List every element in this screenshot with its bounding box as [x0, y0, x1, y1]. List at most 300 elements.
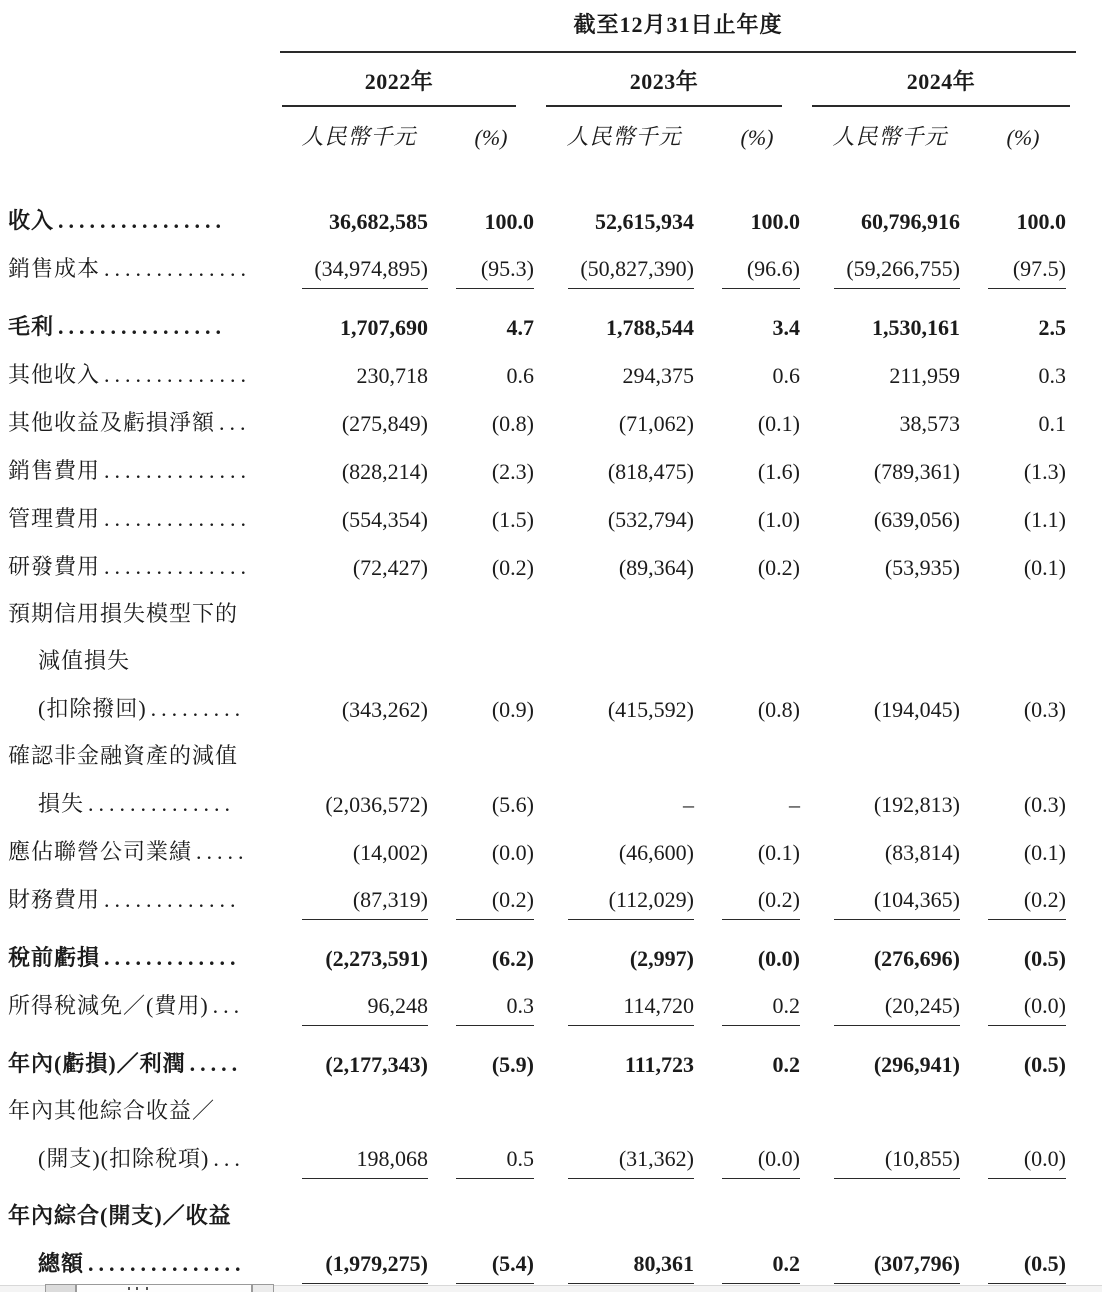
cell-value-text: 0.2	[722, 993, 800, 1026]
cell-amount	[280, 507, 438, 539]
row-label-text: 應佔聯營公司業績	[8, 839, 193, 864]
cell-value-text: (0.8)	[757, 697, 800, 722]
cell-value-text: (343,262)	[341, 697, 428, 722]
row-label	[8, 358, 280, 395]
row-label	[8, 692, 280, 729]
cell-amount	[544, 459, 704, 491]
dot-leader: .............	[104, 945, 241, 970]
dot-leader: .....	[189, 1051, 243, 1076]
dot-leader: ..............	[104, 362, 252, 387]
row-label-text: 研發費用	[8, 554, 101, 579]
dot-leader: ................	[58, 314, 227, 339]
cell-value-text: (2,273,591)	[325, 946, 428, 971]
cell-value-text: (0.3)	[1023, 697, 1066, 722]
cell-percent	[970, 256, 1076, 289]
row-label	[8, 406, 280, 443]
cell-percent	[970, 840, 1076, 872]
cell-amount	[544, 363, 704, 395]
row-label	[8, 1142, 280, 1179]
cell-value-text: 36,682,585	[329, 209, 428, 234]
row-label	[8, 883, 280, 920]
cell-amount	[280, 315, 438, 347]
row-label	[8, 644, 280, 681]
row-label-text: 毛利	[8, 314, 55, 339]
row-label	[8, 787, 280, 824]
cell-value-text: (639,056)	[873, 507, 960, 532]
cell-value-text: (192,813)	[873, 792, 960, 817]
cell-value-text: (1,979,275)	[302, 1251, 428, 1284]
cell-value-text: (0.0)	[988, 993, 1066, 1026]
cell-value-text: (0.2)	[757, 555, 800, 580]
cell-value-text: (307,796)	[834, 1251, 960, 1284]
row-label-text: 銷售費用	[8, 458, 101, 483]
cell-amount	[810, 209, 970, 241]
cell-percent	[704, 946, 810, 978]
cell-value-text: 4.7	[506, 315, 534, 340]
cell-value-text: (1.1)	[1023, 507, 1066, 532]
cell-percent	[704, 1052, 810, 1084]
cell-value-text: (0.2)	[988, 887, 1066, 920]
cell-amount	[810, 887, 970, 920]
cell-amount	[810, 1146, 970, 1179]
cell-value-text: (275,849)	[341, 411, 428, 436]
cell-value-text: (554,354)	[341, 507, 428, 532]
cell-value-text: (296,941)	[873, 1052, 960, 1077]
table-row-non-financial-asset-impairment	[8, 776, 1102, 824]
cell-value-text: (789,361)	[873, 459, 960, 484]
dot-leader: ...............	[88, 1251, 246, 1276]
cell-value-text: (0.8)	[491, 411, 534, 436]
cell-amount	[810, 1052, 970, 1084]
cell-value-text: (5.9)	[491, 1052, 534, 1077]
row-label	[8, 252, 280, 289]
cell-value-text: (0.9)	[491, 697, 534, 722]
cell-value-text: (2,997)	[629, 946, 694, 971]
cell-value-text: 100.0	[750, 209, 800, 234]
percent-label: (%)	[740, 125, 774, 150]
cell-value-text: (415,592)	[607, 697, 694, 722]
row-label-text: 所得稅減免／(費用)	[8, 993, 209, 1018]
cell-amount	[810, 459, 970, 491]
cell-value-text: (59,266,755)	[834, 256, 960, 289]
cell-percent	[970, 697, 1076, 729]
cell-percent	[970, 507, 1076, 539]
cell-value-text: (0.2)	[491, 555, 534, 580]
table-row-total-comprehensive	[8, 1236, 1102, 1284]
cell-percent	[970, 1146, 1076, 1179]
cell-value-text: (71,062)	[618, 411, 694, 436]
cell-value-text: (89,364)	[618, 555, 694, 580]
cell-value-text: 0.2	[722, 1251, 800, 1284]
table-row-selling-expenses	[8, 443, 1102, 491]
cell-value-text: (5.6)	[491, 792, 534, 817]
cell-percent	[970, 887, 1076, 920]
row-label-text: 財務費用	[8, 887, 101, 912]
dot-leader: ...	[212, 993, 245, 1018]
cell-value-text: (276,696)	[873, 946, 960, 971]
table-row-ecl-impairment	[8, 681, 1102, 729]
cell-value-text: (14,002)	[352, 840, 428, 865]
cell-value-text: 0.2	[772, 1052, 800, 1077]
cell-value-text: (1.5)	[491, 507, 534, 532]
cell-percent	[970, 363, 1076, 395]
cell-amount	[544, 697, 704, 729]
cell-percent	[438, 1146, 544, 1179]
row-label	[8, 204, 280, 241]
cell-percent	[438, 946, 544, 978]
row-label-text: 銷售成本	[8, 256, 101, 281]
table-row-cost-of-sales	[8, 241, 1102, 289]
cell-percent	[704, 315, 810, 347]
cell-amount	[810, 315, 970, 347]
cell-amount	[544, 256, 704, 289]
cell-value-text: (50,827,390)	[568, 256, 694, 289]
cell-value-text: (0.0)	[491, 840, 534, 865]
cell-percent	[704, 363, 810, 395]
cell-value-text: 211,959	[889, 363, 960, 388]
cell-percent	[970, 792, 1076, 824]
cell-value-text: (0.5)	[1023, 1052, 1066, 1077]
cell-percent	[438, 887, 544, 920]
dot-leader: ...	[219, 410, 251, 435]
cell-value-text: (2.3)	[491, 459, 534, 484]
cell-value-text: (6.2)	[491, 946, 534, 971]
table-row-other-income	[8, 347, 1102, 395]
cell-amount	[280, 887, 438, 920]
cell-value-text: 0.6	[506, 363, 534, 388]
cell-value-text: (0.1)	[1023, 840, 1066, 865]
cell-percent	[970, 315, 1076, 347]
table-row-admin-expenses	[8, 491, 1102, 539]
cell-value-text: (53,935)	[884, 555, 960, 580]
cell-percent	[704, 555, 810, 587]
cell-value-text: (1.6)	[757, 459, 800, 484]
table-row-other-comprehensive-income	[8, 1084, 1102, 1131]
dot-leader: ..............	[88, 791, 236, 816]
table-row-rd-expenses	[8, 539, 1102, 587]
cell-amount	[544, 209, 704, 241]
row-label-text: 預期信用損失模型下的	[8, 601, 239, 626]
row-label-text: 年內其他綜合收益／	[8, 1098, 216, 1123]
row-label	[8, 550, 280, 587]
cell-percent	[704, 792, 810, 824]
table-row-revenue	[8, 193, 1102, 241]
cropped-field-fragment	[76, 1284, 252, 1292]
cell-amount	[544, 555, 704, 587]
row-label	[8, 1047, 280, 1084]
cell-percent	[438, 411, 544, 443]
cell-value-text: (96.6)	[722, 256, 800, 289]
cell-value-text: (0.1)	[757, 411, 800, 436]
cell-percent	[438, 697, 544, 729]
cell-value-text: 114,720	[568, 993, 694, 1026]
cell-amount	[280, 363, 438, 395]
row-label-text: 總額	[38, 1251, 85, 1276]
row-label-text: 年內(虧損)／利潤	[8, 1051, 186, 1076]
cell-value-text: 100.0	[1016, 209, 1066, 234]
cell-value-text: 111,723	[624, 1052, 694, 1077]
cell-value-text: (828,214)	[341, 459, 428, 484]
row-label	[8, 1094, 280, 1131]
cell-percent	[704, 1251, 810, 1284]
cell-value-text: (112,029)	[568, 887, 694, 920]
cell-percent	[970, 993, 1076, 1026]
cell-value-text: (97.5)	[988, 256, 1066, 289]
cell-percent	[438, 363, 544, 395]
cell-value-text: (532,794)	[607, 507, 694, 532]
cell-amount	[280, 459, 438, 491]
cell-percent	[438, 459, 544, 491]
row-label-text: (扣除撥回)	[38, 696, 147, 721]
cell-value-text: (46,600)	[618, 840, 694, 865]
unit-label: 人民幣千元	[832, 124, 948, 149]
cell-amount	[280, 946, 438, 978]
cell-value-text: (0.0)	[757, 946, 800, 971]
cell-value-text: (5.4)	[456, 1251, 534, 1284]
cell-percent	[438, 256, 544, 289]
table-row-loss-before-tax	[8, 930, 1102, 978]
year-column-2023	[544, 53, 810, 107]
row-label	[8, 941, 280, 978]
table-row-finance-costs	[8, 872, 1102, 920]
table-row-ecl-impairment	[8, 587, 1102, 634]
dot-leader: ..............	[104, 256, 252, 281]
cell-amount	[810, 946, 970, 978]
cropped-text-mark	[136, 1287, 138, 1290]
cell-amount	[280, 697, 438, 729]
row-label	[8, 502, 280, 539]
cell-amount	[280, 411, 438, 443]
cell-amount	[280, 1052, 438, 1084]
dot-leader: ..............	[104, 506, 252, 531]
cell-value-text: 38,573	[899, 411, 960, 436]
cell-percent	[970, 1251, 1076, 1284]
cell-amount	[810, 363, 970, 395]
cell-percent	[704, 697, 810, 729]
cell-percent	[438, 315, 544, 347]
row-label	[8, 1247, 280, 1284]
cell-value-text: –	[789, 792, 800, 817]
cell-amount	[544, 1052, 704, 1084]
cell-percent	[438, 1251, 544, 1284]
dot-leader: .............	[104, 887, 241, 912]
cell-value-text: (2,177,343)	[325, 1052, 428, 1077]
row-label-text: 收入	[8, 208, 55, 233]
table-row-other-gains-losses-net	[8, 395, 1102, 443]
cell-value-text: (104,365)	[834, 887, 960, 920]
cell-percent	[704, 1146, 810, 1179]
row-label	[8, 454, 280, 491]
cell-value-text: 2.5	[1038, 315, 1066, 340]
cell-amount	[810, 993, 970, 1026]
cell-percent	[704, 993, 810, 1026]
unit-label: 人民幣千元	[301, 124, 417, 149]
cell-value-text: 80,361	[568, 1251, 694, 1284]
cell-percent	[704, 507, 810, 539]
cell-amount	[810, 840, 970, 872]
cell-amount	[544, 993, 704, 1026]
table-row-non-financial-asset-impairment	[8, 729, 1102, 776]
cell-value-text: 100.0	[484, 209, 534, 234]
cell-amount	[544, 946, 704, 978]
cell-amount	[544, 792, 704, 824]
cell-percent	[438, 209, 544, 241]
cell-value-text: 0.1	[1038, 411, 1066, 436]
row-label-text: 損失	[38, 791, 85, 816]
cell-amount	[544, 1251, 704, 1284]
cell-value-text: (31,362)	[568, 1146, 694, 1179]
cell-value-text: (194,045)	[873, 697, 960, 722]
table-row-share-of-associates	[8, 824, 1102, 872]
cell-percent	[438, 792, 544, 824]
cell-value-text: (20,245)	[834, 993, 960, 1026]
dot-leader: ..............	[104, 458, 252, 483]
cell-value-text: (2,036,572)	[325, 792, 428, 817]
dot-leader: ................	[58, 208, 227, 233]
cell-value-text: –	[683, 792, 694, 817]
cell-value-text: 0.6	[772, 363, 800, 388]
cell-amount	[810, 697, 970, 729]
cell-amount	[544, 887, 704, 920]
row-label-text: 管理費用	[8, 506, 101, 531]
row-label-text: 稅前虧損	[8, 945, 101, 970]
row-label-text: 其他收益及虧損淨額	[8, 410, 216, 435]
year-label: 2023年	[546, 65, 782, 107]
cell-value-text: 60,796,916	[861, 209, 960, 234]
row-label	[8, 310, 280, 347]
cell-percent	[970, 946, 1076, 978]
cell-value-text: (0.1)	[757, 840, 800, 865]
cell-value-text: (0.0)	[722, 1146, 800, 1179]
row-label	[8, 835, 280, 872]
dot-leader: .....	[196, 839, 249, 864]
cell-percent	[970, 1052, 1076, 1084]
row-label-text: 其他收入	[8, 362, 101, 387]
dot-leader: ..............	[104, 554, 252, 579]
year-column-2024	[810, 53, 1076, 107]
cell-value-text: 52,615,934	[595, 209, 694, 234]
cell-value-text: (1.0)	[757, 507, 800, 532]
income-statement-rows	[8, 193, 1102, 1284]
row-label	[8, 1199, 280, 1236]
cell-value-text: 1,707,690	[340, 315, 428, 340]
cell-amount	[810, 792, 970, 824]
cell-value-text: (0.3)	[1023, 792, 1066, 817]
table-row-total-comprehensive	[8, 1189, 1102, 1236]
cell-amount	[810, 256, 970, 289]
cell-amount	[280, 1146, 438, 1179]
cell-amount	[810, 411, 970, 443]
table-row-ecl-impairment	[8, 634, 1102, 681]
row-label	[8, 597, 280, 634]
cell-amount	[544, 315, 704, 347]
cropped-text-mark	[128, 1287, 130, 1290]
cell-percent	[970, 555, 1076, 587]
table-header-units	[8, 107, 1102, 151]
cell-amount	[280, 555, 438, 587]
cell-value-text: 3.4	[772, 315, 800, 340]
percent-label: (%)	[474, 125, 508, 150]
cell-amount	[810, 1251, 970, 1284]
cell-value-text: (95.3)	[456, 256, 534, 289]
cell-percent	[704, 459, 810, 491]
cell-value-text: (0.0)	[988, 1146, 1066, 1179]
table-header-years	[8, 53, 1102, 107]
cell-amount	[280, 840, 438, 872]
cell-amount	[280, 1251, 438, 1284]
year-column-2022	[280, 53, 544, 107]
cell-value-text: (34,974,895)	[302, 256, 428, 289]
period-title: 截至12月31日止年度	[280, 8, 1076, 53]
cell-value-text: 230,718	[356, 363, 428, 388]
cell-value-text: (83,814)	[884, 840, 960, 865]
row-label-text: 減值損失	[38, 648, 131, 673]
year-label: 2022年	[282, 65, 516, 107]
cell-percent	[970, 459, 1076, 491]
cell-amount	[810, 507, 970, 539]
cell-value-text: 0.3	[1038, 363, 1066, 388]
table-header-period	[8, 8, 1102, 53]
cell-amount	[544, 411, 704, 443]
cell-percent	[704, 411, 810, 443]
cell-value-text: (0.5)	[1023, 946, 1066, 971]
cell-value-text: (72,427)	[352, 555, 428, 580]
year-label: 2024年	[812, 65, 1070, 107]
cell-percent	[438, 993, 544, 1026]
cell-value-text: (818,475)	[607, 459, 694, 484]
table-row-other-comprehensive-income	[8, 1131, 1102, 1179]
cell-value-text: (0.5)	[988, 1251, 1066, 1284]
cell-value-text: 0.3	[456, 993, 534, 1026]
cell-value-text: 1,530,161	[872, 315, 960, 340]
cell-percent	[438, 555, 544, 587]
unit-label: 人民幣千元	[566, 124, 682, 149]
cell-value-text: (0.2)	[456, 887, 534, 920]
dot-leader: .........	[150, 696, 246, 721]
cropped-text-mark	[146, 1287, 148, 1290]
cell-value-text: (0.2)	[722, 887, 800, 920]
cell-amount	[810, 555, 970, 587]
cell-percent	[438, 1052, 544, 1084]
row-label	[8, 989, 280, 1026]
cell-percent	[704, 209, 810, 241]
cell-value-text: 294,375	[622, 363, 694, 388]
cell-percent	[438, 507, 544, 539]
cell-percent	[704, 256, 810, 289]
cell-value-text: (1.3)	[1023, 459, 1066, 484]
row-label-text: (開支)(扣除稅項)	[38, 1146, 210, 1171]
cropped-window-fragment	[0, 1284, 1102, 1292]
table-row-income-tax	[8, 978, 1102, 1026]
cell-percent	[704, 887, 810, 920]
cell-value-text: (10,855)	[834, 1146, 960, 1179]
cell-percent	[704, 840, 810, 872]
cell-percent	[438, 840, 544, 872]
row-label-text: 年內綜合(開支)／收益	[8, 1203, 232, 1228]
table-row-loss-profit-for-year	[8, 1036, 1102, 1084]
cell-amount	[544, 507, 704, 539]
cell-value-text: (87,319)	[302, 887, 428, 920]
cell-amount	[280, 792, 438, 824]
cell-amount	[544, 840, 704, 872]
cell-amount	[280, 256, 438, 289]
cell-value-text: 1,788,544	[606, 315, 694, 340]
cell-value-text: 0.5	[456, 1146, 534, 1179]
cropped-button-fragment	[252, 1284, 274, 1292]
dot-leader: ...	[213, 1146, 245, 1171]
cell-amount	[544, 1146, 704, 1179]
row-label	[8, 739, 280, 776]
